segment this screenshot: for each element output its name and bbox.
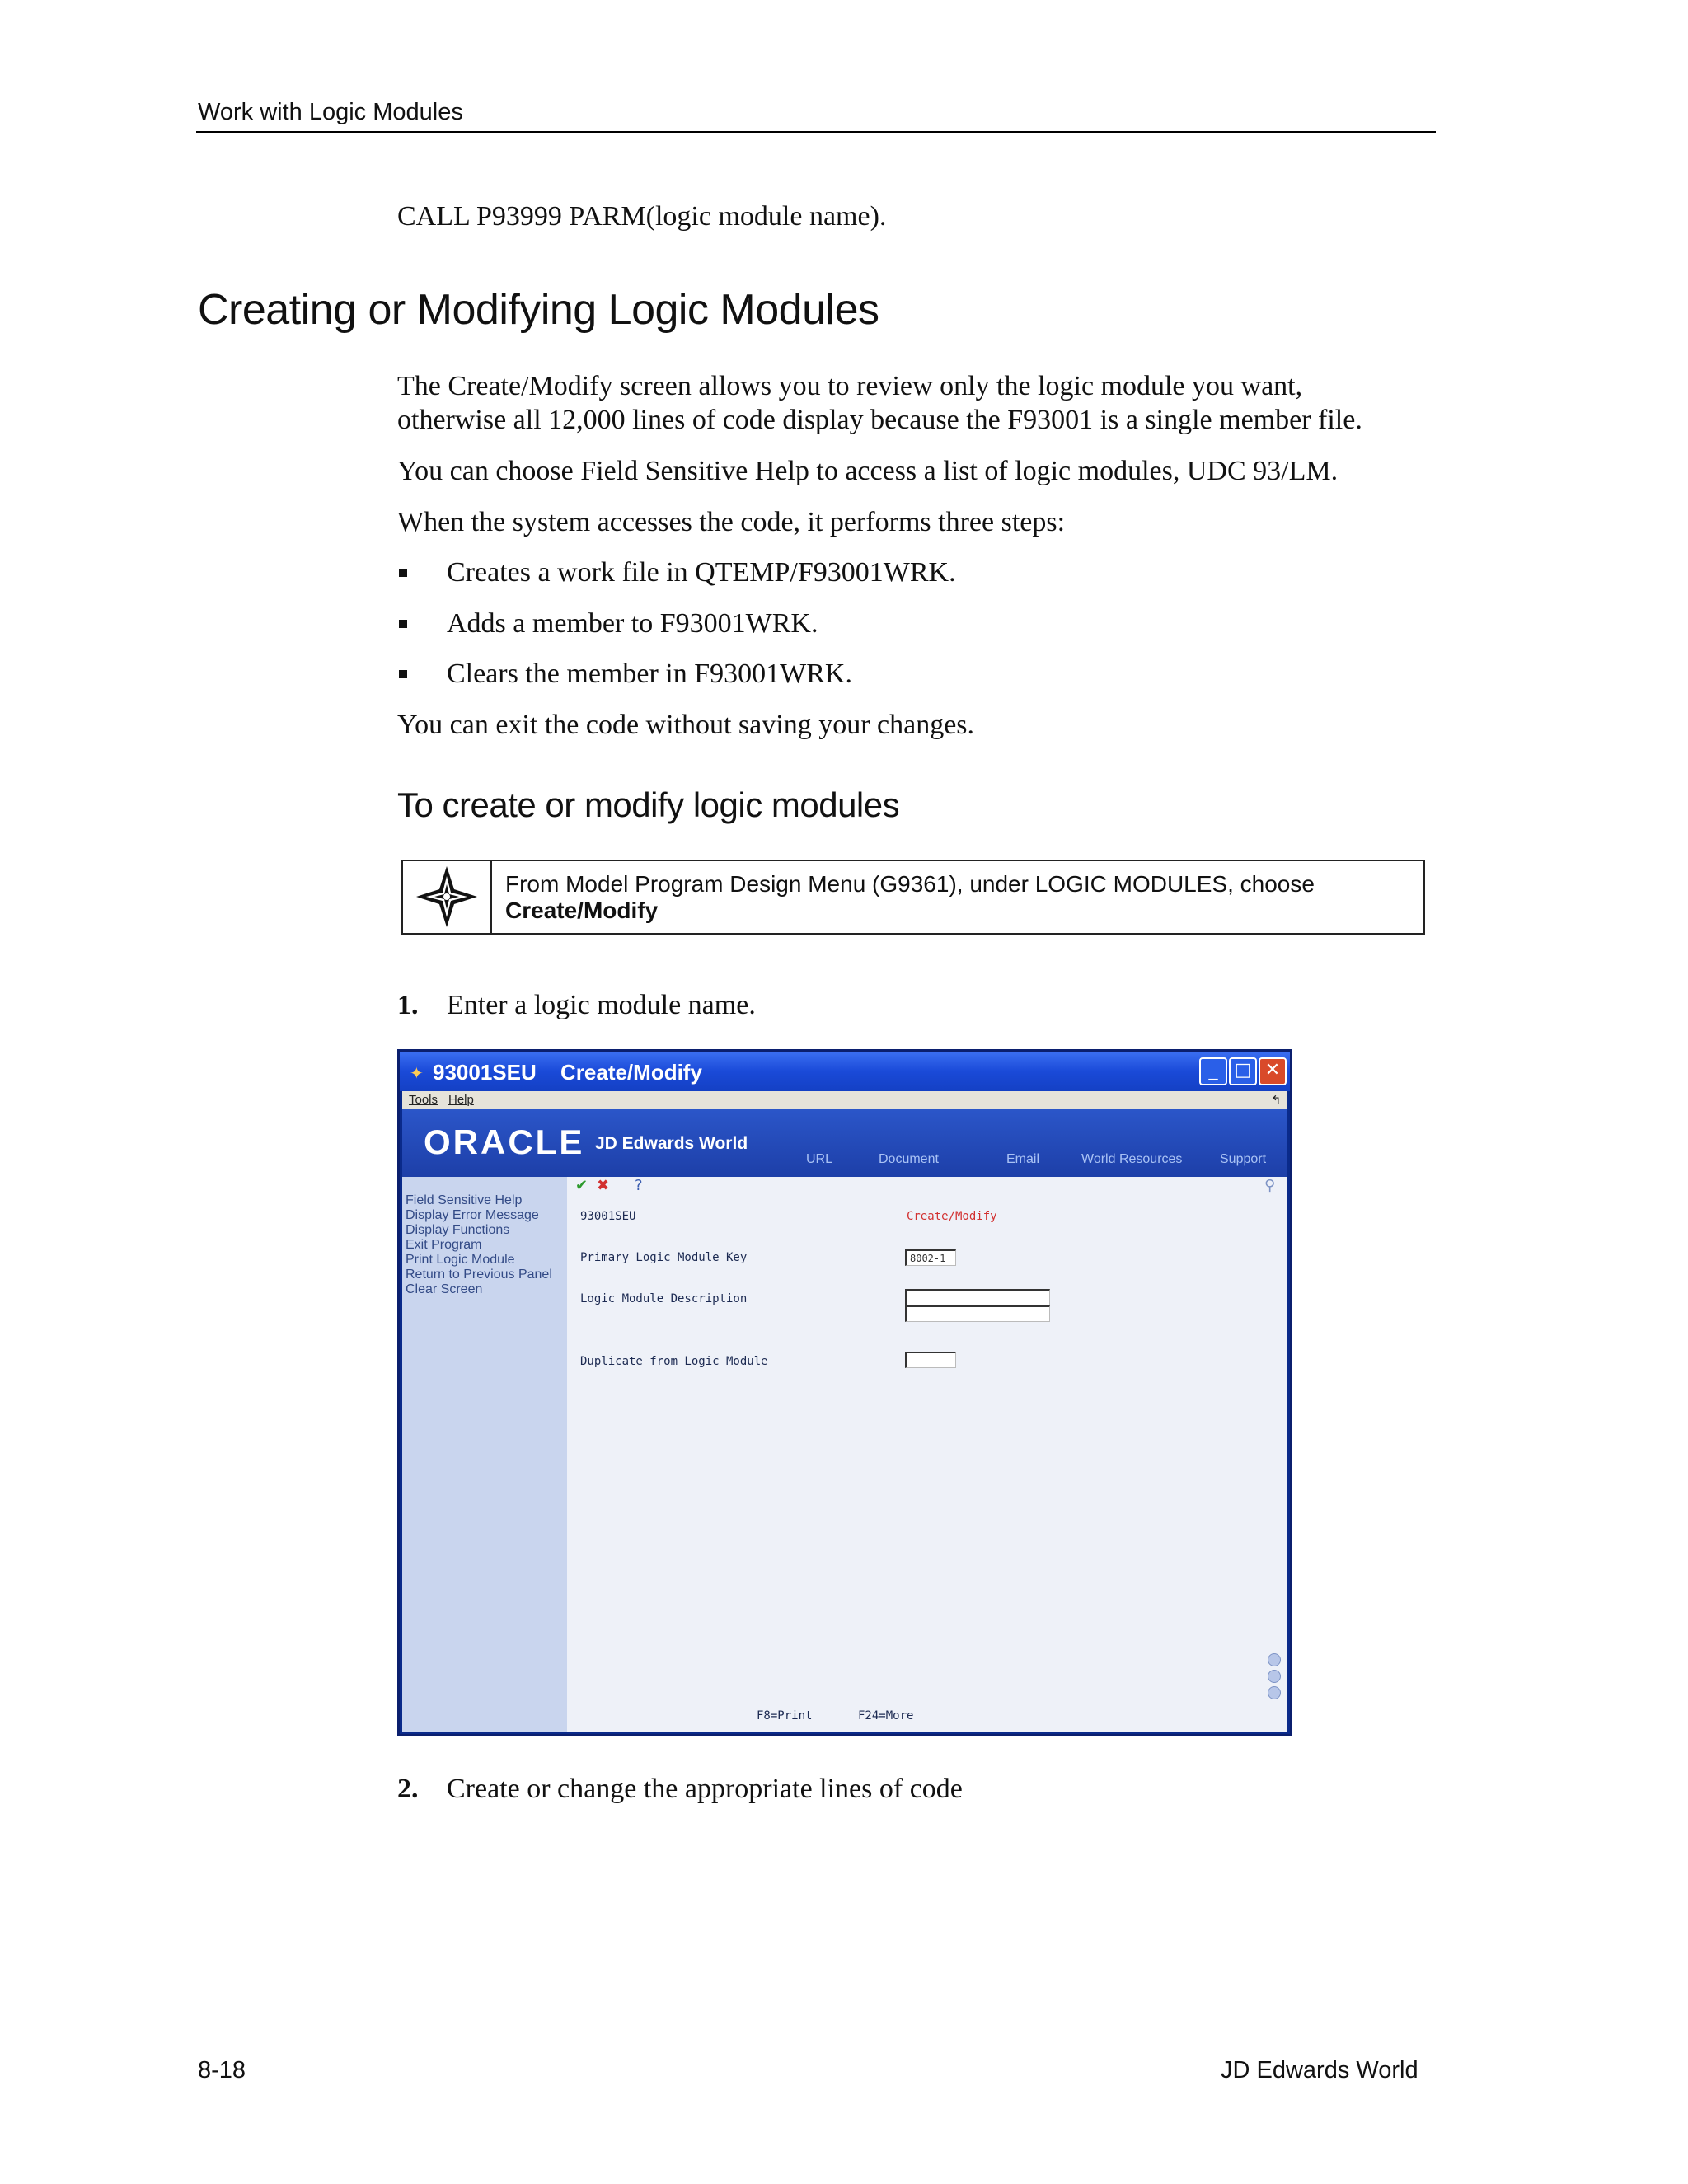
- link-support[interactable]: Support: [1220, 1152, 1267, 1166]
- form-name: Create/Modify: [907, 1210, 997, 1223]
- program-id: 93001SEU: [580, 1210, 636, 1223]
- sidebar-item-field-sensitive-help[interactable]: Field Sensitive Help: [406, 1193, 523, 1207]
- bullet-marker: [399, 670, 407, 678]
- step-text: Enter a logic module name.: [447, 990, 756, 1020]
- procedure-title: To create or modify logic modules: [397, 785, 900, 824]
- help-question-icon[interactable]: ?: [635, 1177, 643, 1194]
- window-titlebar: [400, 1052, 1290, 1091]
- label-primary-key: Primary Logic Module Key: [580, 1251, 748, 1264]
- bullet-item: Clears the member in F93001WRK.: [447, 658, 852, 689]
- scroll-down-icon[interactable]: [1268, 1670, 1281, 1683]
- bullet-marker: [399, 620, 407, 628]
- menu-help[interactable]: Help: [448, 1093, 474, 1107]
- navigation-cell: [403, 861, 492, 933]
- scroll-up-icon[interactable]: [1268, 1653, 1281, 1666]
- navigation-compass-icon: [403, 861, 490, 933]
- sidebar-item-display-functions[interactable]: Display Functions: [406, 1223, 510, 1237]
- navigation-instruction: [505, 871, 1423, 924]
- description-field-2[interactable]: [905, 1305, 1050, 1322]
- paragraph-2: You can choose Field Sensitive Help to access a list of logic modules, UDC 93/LM.: [397, 456, 1339, 486]
- paragraph-1-line-2: otherwise all 12,000 lines of code display because the F93001 is a single member file.: [397, 405, 1362, 435]
- exits-sidebar: [402, 1177, 567, 1732]
- link-email[interactable]: Email: [1006, 1152, 1040, 1166]
- sidebar-item-print-logic-module[interactable]: Print Logic Module: [406, 1253, 515, 1267]
- window-title: Create/Modify: [560, 1060, 702, 1085]
- description-field-1[interactable]: [905, 1289, 1050, 1305]
- minimize-button[interactable]: _: [1199, 1057, 1227, 1085]
- cancel-x-icon[interactable]: ✖: [597, 1177, 610, 1194]
- function-key-print[interactable]: F8=Print: [757, 1709, 813, 1722]
- step-text: Create or change the appropriate lines of code: [447, 1774, 963, 1804]
- menu-tools[interactable]: Tools: [409, 1093, 438, 1107]
- link-url[interactable]: URL: [806, 1152, 833, 1166]
- menu-bar: [402, 1091, 1287, 1109]
- function-key-more[interactable]: F24=More: [858, 1709, 914, 1722]
- bullet-item: Adds a member to F93001WRK.: [447, 608, 818, 639]
- link-world-resources[interactable]: World Resources: [1081, 1152, 1183, 1166]
- sidebar-item-exit-program[interactable]: Exit Program: [406, 1238, 482, 1252]
- step-number: 1.: [397, 990, 419, 1020]
- navigation-box: [401, 860, 1425, 935]
- command-line: CALL P93999 PARM(logic module name).: [397, 201, 887, 232]
- label-duplicate: Duplicate from Logic Module: [580, 1355, 768, 1368]
- product-name: JD Edwards World: [595, 1134, 748, 1153]
- navigation-option: Create/Modify: [505, 898, 659, 923]
- brand-banner: [402, 1109, 1287, 1177]
- running-header: Work with Logic Modules: [198, 99, 463, 125]
- footer-product: JD Edwards World: [1221, 2057, 1418, 2083]
- form-area: [567, 1177, 1287, 1732]
- paragraph-4: You can exit the code without saving your changes.: [397, 710, 975, 740]
- oracle-logo: ORACLE: [424, 1122, 585, 1161]
- link-document[interactable]: Document: [879, 1152, 939, 1166]
- exit-arrow-icon[interactable]: ↰: [1271, 1094, 1282, 1108]
- sidebar-item-clear-screen[interactable]: Clear Screen: [406, 1282, 483, 1296]
- paragraph-1-line-1: The Create/Modify screen allows you to review only the logic module you want,: [397, 371, 1303, 401]
- primary-key-field[interactable]: [905, 1249, 956, 1266]
- label-description: Logic Module Description: [580, 1292, 748, 1305]
- page-number: 8-18: [198, 2057, 246, 2083]
- navigation-path: From Model Program Design Menu (G9361), under LOGIC MODULES, choose: [505, 871, 1315, 897]
- search-magnifier-icon[interactable]: ⚲: [1264, 1177, 1276, 1194]
- sidebar-item-return-to-previous-panel[interactable]: Return to Previous Panel: [406, 1268, 552, 1282]
- header-rule: [196, 131, 1436, 133]
- maximize-button[interactable]: □: [1229, 1057, 1257, 1085]
- screenshot-window: [397, 1049, 1292, 1736]
- step-number: 2.: [397, 1774, 419, 1804]
- app-icon: ✦: [410, 1065, 424, 1083]
- bullet-marker: [399, 569, 407, 577]
- duplicate-field[interactable]: [905, 1352, 956, 1368]
- paragraph-3: When the system accesses the code, it performs three steps:: [397, 507, 1066, 537]
- zoom-icon[interactable]: [1268, 1686, 1281, 1699]
- close-button[interactable]: ✕: [1259, 1057, 1287, 1085]
- section-title: Creating or Modifying Logic Modules: [198, 286, 879, 334]
- window-program-id: 93001SEU: [433, 1060, 537, 1085]
- bullet-item: Creates a work file in QTEMP/F93001WRK.: [447, 557, 956, 588]
- ok-check-icon[interactable]: ✔: [575, 1177, 588, 1194]
- sidebar-item-display-error-message[interactable]: Display Error Message: [406, 1208, 539, 1222]
